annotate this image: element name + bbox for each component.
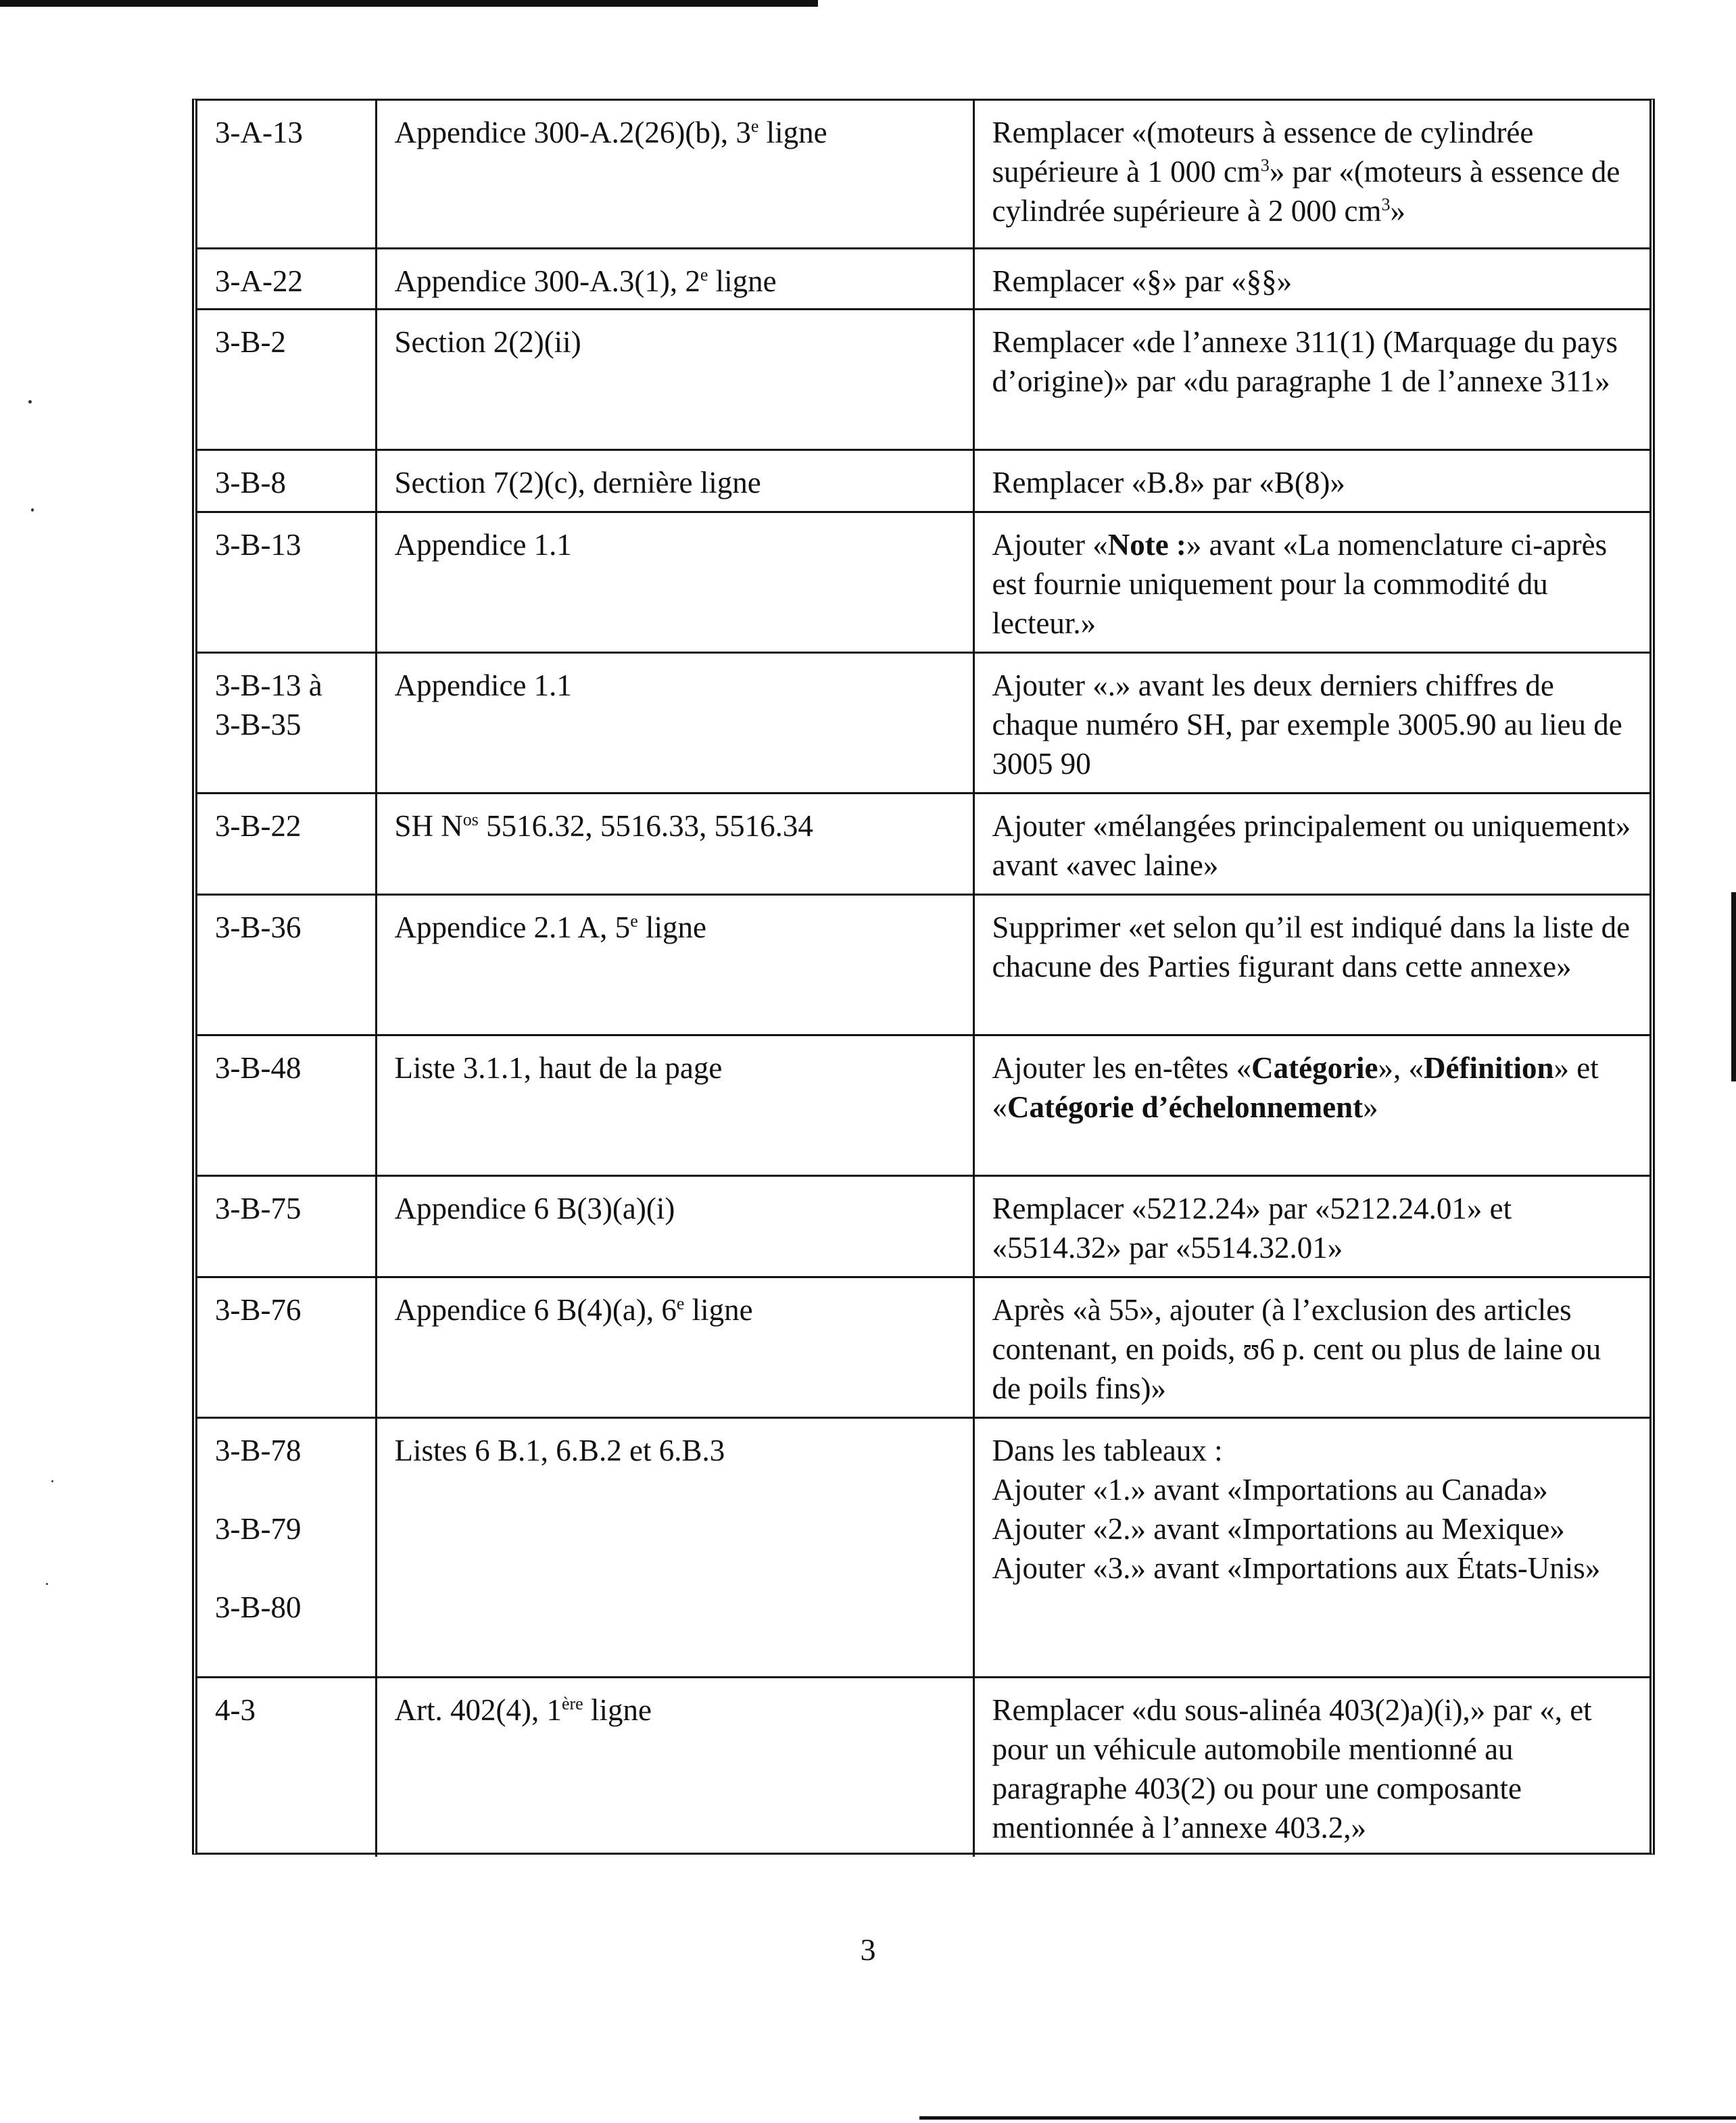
- change-cell: [973, 894, 1649, 1035]
- page-ref: 3-B-22: [215, 808, 302, 843]
- page-ref: 3-A-22: [215, 264, 303, 298]
- location-cell: [376, 793, 973, 894]
- location-cell: [376, 512, 973, 652]
- change-cell: [973, 309, 1649, 449]
- page-ref: 3-B-8: [215, 465, 286, 499]
- table-row: [197, 248, 1649, 309]
- page-ref: 3-B-75: [215, 1191, 302, 1225]
- page-ref: 4-3: [215, 1692, 256, 1727]
- location-cell: [376, 1417, 973, 1677]
- page-ref-cell: [197, 652, 376, 793]
- page-ref: 3-B-2: [215, 324, 286, 359]
- table-row: [197, 101, 1649, 248]
- location-text: SH $N^{os}$ 5516.32, 5516.33, 5516.34: [394, 808, 813, 843]
- location-cell: [376, 101, 973, 248]
- page-ref: 3-B-78: [215, 1433, 302, 1467]
- change-line: Dans les tableaux :: [992, 1433, 1223, 1467]
- page-ref-cell: [197, 248, 376, 309]
- table-row: [197, 1277, 1649, 1417]
- scan-speck: [51, 1480, 53, 1482]
- page-ref-cell: [197, 1677, 376, 1857]
- location-text: Appendice 1.1: [394, 527, 572, 562]
- change-cell: [973, 248, 1649, 309]
- change-text: Après «à 55», ajouter (à l’exclusion des articles contenant, en poids, ʊ6 p. cent ou plus de laine ou de poils fins)»: [992, 1292, 1601, 1405]
- change-text: Ajouter «Note :» avant «La nomenclature ci-après est fournie uniquement pour la commodité du lecteur.»: [992, 527, 1608, 640]
- page-ref: 3-A-13: [215, 116, 303, 149]
- page-ref-cell: [197, 512, 376, 652]
- change-cell: [973, 1035, 1649, 1175]
- location-cell: [376, 1035, 973, 1175]
- page-ref-cell: [197, 101, 376, 248]
- change-cell: [973, 1677, 1649, 1857]
- page-ref-cell: [197, 449, 376, 512]
- page-ref: 3-B-79: [215, 1511, 302, 1546]
- change-cell: [973, 652, 1649, 793]
- page-ref-cell: [197, 1417, 376, 1677]
- table-row: [197, 309, 1649, 449]
- page-ref-cell: [197, 1035, 376, 1175]
- location-cell: [376, 248, 973, 309]
- page-ref-cell: [197, 793, 376, 894]
- errata-table: [197, 101, 1649, 1857]
- change-cell: [973, 101, 1649, 248]
- location-cell: [376, 1175, 973, 1277]
- scan-edge-right: [1731, 892, 1736, 1081]
- change-text: Remplacer «(moteurs à essence de cylindrée supérieure à 1 000 $cm^3$» par «(moteurs à essence de cylindrée supérieure à 2 000 $cm^3$»: [992, 116, 1620, 228]
- location-text: Art. 402(4), 1ère ligne: [394, 1692, 652, 1727]
- location-cell: [376, 1677, 973, 1857]
- location-text: Appendice 300-A.2(26)(b), 3e ligne: [394, 116, 827, 149]
- table-row: [197, 1417, 1649, 1677]
- page-ref-cell: [197, 1277, 376, 1417]
- change-line: Ajouter «2.» avant «Importations au Mexique»: [992, 1511, 1565, 1546]
- location-cell: [376, 894, 973, 1035]
- location-text: Liste 3.1.1, haut de la page: [394, 1050, 723, 1085]
- location-text: Section 7(2)(c), dernière ligne: [394, 465, 761, 499]
- table-row: [197, 449, 1649, 512]
- errata-table-frame: [192, 99, 1655, 1855]
- change-text: Ajouter «.» avant les deux derniers chiffres de chaque numéro SH, par exemple 3005.90 au lieu de 3005 90: [992, 668, 1622, 781]
- table-row: [197, 894, 1649, 1035]
- location-cell: [376, 1277, 973, 1417]
- page-ref-cell: [197, 309, 376, 449]
- change-text: Ajouter «mélangées principalement ou uniquement» avant «avec laine»: [992, 808, 1631, 882]
- change-text: Remplacer «de l’annexe 311(1) (Marquage du pays d’origine)» par «du paragraphe 1 de l’annexe 311»: [992, 324, 1618, 398]
- location-text: Appendice 6 B(4)(a), 6e ligne: [394, 1292, 753, 1327]
- location-text: Appendice 1.1: [394, 668, 572, 702]
- page-ref: 3-B-36: [215, 910, 302, 944]
- location-text: Appendice 6 B(3)(a)(i): [394, 1191, 675, 1225]
- location-text: Appendice 2.1 A, 5e ligne: [394, 910, 706, 944]
- change-cell: [973, 1417, 1649, 1677]
- change-text: Remplacer «§» par «§§»: [992, 264, 1293, 298]
- scan-speck: [46, 1583, 48, 1585]
- page-number: 3: [860, 1932, 876, 1967]
- change-text: Supprimer «et selon qu’il est indiqué dans la liste de chacune des Parties figurant dans cette annexe»: [992, 910, 1631, 983]
- change-cell: [973, 1175, 1649, 1277]
- change-text: Ajouter les en-têtes «Catégorie», «Définition» et «Catégorie d’échelonnement»: [992, 1050, 1599, 1124]
- change-cell: [973, 793, 1649, 894]
- table-row: [197, 652, 1649, 793]
- page-ref: 3-B-76: [215, 1292, 302, 1327]
- change-cell: [973, 1277, 1649, 1417]
- change-text: Remplacer «B.8» par «B(8)»: [992, 465, 1345, 499]
- page-ref: 3-B-48: [215, 1050, 302, 1085]
- table-row: [197, 1677, 1649, 1857]
- scan-speck: [28, 400, 32, 404]
- change-text: Remplacer «du sous-alinéa 403(2)a)(i),» par «, et pour un véhicule automobile mentionné au paragraphe 403(2) ou pour une composante mentionnée à l’annexe 403.2,»: [992, 1692, 1592, 1845]
- change-cell: [973, 449, 1649, 512]
- location-cell: [376, 652, 973, 793]
- page-ref: 3-B-13 à: [215, 668, 322, 702]
- page-ref-cell: [197, 1175, 376, 1277]
- page-ref-cell: [197, 894, 376, 1035]
- table-row: [197, 1175, 1649, 1277]
- location-cell: [376, 309, 973, 449]
- page-ref: 3-B-35: [215, 707, 302, 741]
- change-cell: [973, 512, 1649, 652]
- page-ref: 3-B-80: [215, 1590, 302, 1624]
- page-ref: 3-B-13: [215, 527, 302, 562]
- table-row: [197, 793, 1649, 894]
- location-text: Listes 6 B.1, 6.B.2 et 6.B.3: [394, 1433, 725, 1467]
- change-line: Ajouter «1.» avant «Importations au Canada»: [992, 1472, 1548, 1507]
- scan-edge-top: [0, 0, 818, 7]
- location-text: Section 2(2)(ii): [394, 324, 581, 359]
- scan-speck: [31, 508, 34, 512]
- location-text: Appendice 300-A.3(1), 2e ligne: [394, 264, 777, 298]
- table-row: [197, 512, 1649, 652]
- change-line: Ajouter «3.» avant «Importations aux États-Unis»: [992, 1551, 1601, 1585]
- location-cell: [376, 449, 973, 512]
- change-text: Remplacer «5212.24» par «5212.24.01» et «5514.32» par «5514.32.01»: [992, 1191, 1512, 1265]
- table-row: [197, 1035, 1649, 1175]
- scan-edge-bottom: [919, 2116, 1736, 2120]
